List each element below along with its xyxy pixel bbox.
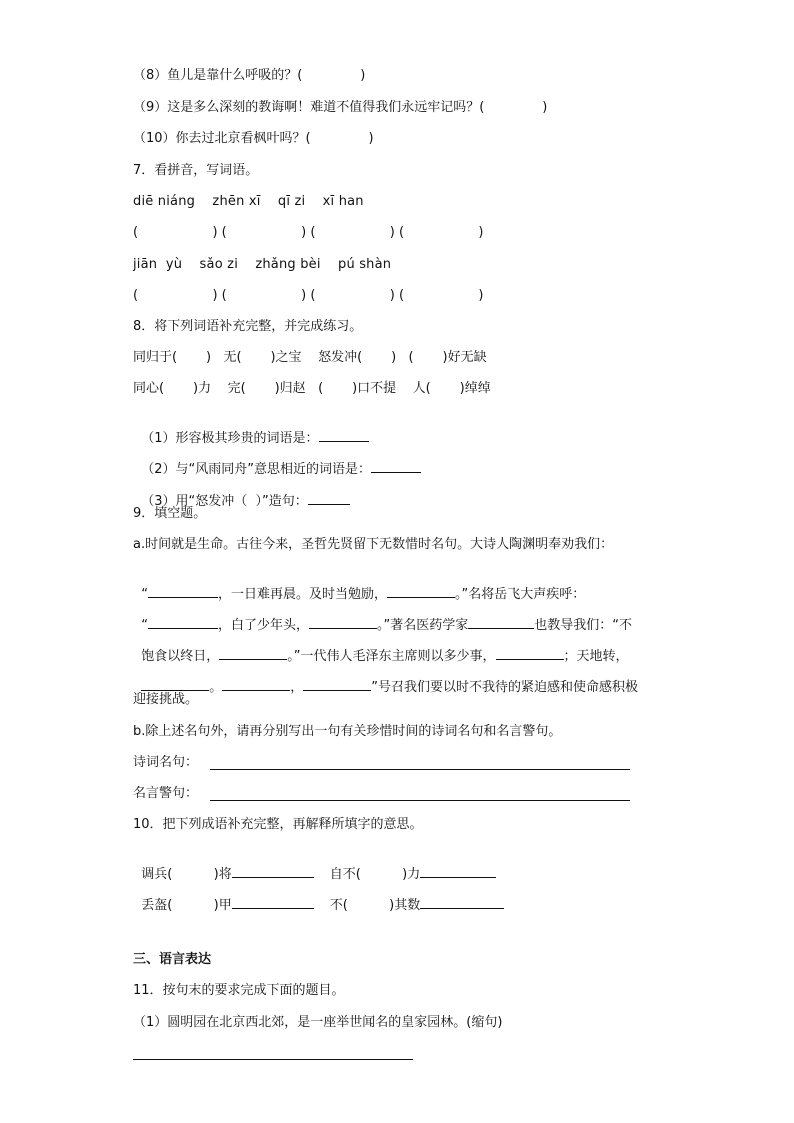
q9-blank[interactable]: [309, 615, 377, 629]
q9-a-line-3-text: 也教导我们：“不: [534, 618, 633, 633]
q11-answer-line[interactable]: [133, 1059, 413, 1060]
q8-sub-question-2: [133, 443, 421, 478]
q10-explain-blank[interactable]: [232, 895, 314, 909]
q9-blank[interactable]: [219, 646, 287, 660]
q9-a-line-2-text: ，一日难再晨。及时当勉励，: [218, 587, 388, 602]
q9-blank[interactable]: [496, 646, 564, 660]
q6-item-8: （8）鱼儿是靠什么呼吸的？( ): [133, 68, 366, 83]
q7-pinyin-row-1: diē niáng zhēn xī qī zi xī han: [133, 194, 364, 209]
q8-sub-2-answer-blank[interactable]: [371, 459, 421, 473]
q8-sub-3-answer-blank[interactable]: [308, 491, 350, 505]
q10-row-2: [133, 879, 504, 914]
q8-sub-question-1: [133, 412, 369, 447]
q10-explain-blank[interactable]: [420, 864, 496, 878]
q9-quote-label: 名言警句：: [133, 786, 199, 801]
q9-a-line-3-text: “: [141, 618, 149, 633]
q9-a-line-2-text: 。”名将岳飞大声疾呼：: [455, 587, 586, 602]
q7-title: 7．看拼音，写词语。: [133, 163, 259, 178]
q10-title: 10．把下列成语补充完整，再解释所填字的意思。: [133, 817, 423, 832]
q10-idiom[interactable]: 丢盔( )甲: [141, 898, 232, 913]
q9-a-line-2: [133, 568, 585, 603]
q9-blank[interactable]: [468, 615, 534, 629]
q6-item-10: （10）你去过北京看枫叶吗？( ): [133, 131, 374, 146]
q9-a-line-5: [133, 661, 638, 696]
q9-blank[interactable]: [387, 584, 455, 598]
q8-sub-question-3: [133, 475, 350, 510]
q9-a-line-4-text: 饱食以终日，: [141, 649, 220, 664]
q7-answer-blanks-1[interactable]: ( ) ( ) ( ) ( ): [133, 225, 484, 240]
q9-a-line-5-text: ”号召我们要以时不我待的紧迫感和使命感积极: [371, 680, 639, 695]
q9-a-line-4-text: ；天地转，: [563, 649, 629, 664]
q6-item-9: （9）这是多么深刻的教诲啊！难道不值得我们永远牢记吗？( ): [133, 100, 548, 115]
q9-blank[interactable]: [148, 584, 218, 598]
q8-sub-3-text: （3）用“怒发冲（ ）”造句：: [141, 494, 308, 509]
q9-a-line-3-text: 。”著名医药学家: [377, 618, 469, 633]
q10-explain-blank[interactable]: [420, 895, 504, 909]
q9-title: 9．填空题。: [133, 506, 207, 521]
q9-a-line-2-text: “: [141, 587, 149, 602]
q9-blank[interactable]: [303, 677, 371, 691]
q9-blank[interactable]: [148, 615, 218, 629]
q7-pinyin-row-2: jiān yù sǎo zi zhǎng bèi pú shàn: [133, 257, 392, 272]
q11-item-1: （1）圆明园在北京西北郊，是一座举世闻名的皇家园林。(缩句): [133, 1015, 503, 1030]
q9-a-line-5-text: 。: [209, 680, 223, 695]
q8-idiom-row-2[interactable]: 同心( )力 完( )归赵 ( )口不提 人( )绰绰: [133, 381, 491, 396]
q10-idiom[interactable]: 调兵( )将: [141, 867, 232, 882]
q8-title: 8．将下列词语补充完整，并完成练习。: [133, 319, 363, 334]
q9-quote-answer-line[interactable]: [210, 800, 630, 801]
q9-a-line-3-text: ，白了少年头，: [218, 618, 310, 633]
q9-poem-answer-line[interactable]: [210, 769, 630, 770]
q11-title: 11．按句末的要求完成下面的题目。: [133, 983, 345, 998]
section-3-heading: 三、语言表达: [133, 952, 212, 967]
q9-poem-label: 诗词名句：: [133, 755, 199, 770]
q8-sub-2-text: （2）与“风雨同舟”意思相近的词语是：: [141, 462, 372, 477]
q9-blank[interactable]: [141, 677, 209, 691]
q9-b-line: b.除上述名句外，请再分别写出一句有关珍惜时间的诗词名句和名言警句。: [133, 724, 562, 739]
q9-a-line-4: [133, 630, 629, 665]
q10-row-1: [133, 848, 496, 883]
q8-idiom-row-1[interactable]: 同归于( ) 无( )之宝 怒发冲( ) ( )好无缺: [133, 350, 487, 365]
q8-sub-1-text: （1）形容极其珍贵的词语是：: [141, 431, 319, 446]
q9-a-line-5-text: ，: [290, 680, 304, 695]
q10-idiom[interactable]: 不( )其数: [329, 898, 421, 913]
q9-a-line-1: a.时间就是生命。古往今来，圣哲先贤留下无数惜时名句。大诗人陶渊明奉劝我们：: [133, 537, 614, 552]
q9-a-line-3: [133, 599, 632, 634]
q7-answer-blanks-2[interactable]: ( ) ( ) ( ) ( ): [133, 288, 484, 303]
q9-a-line-6: 迎接挑战。: [133, 692, 199, 707]
q10-idiom[interactable]: 自不( )力: [329, 867, 421, 882]
q10-explain-blank[interactable]: [232, 864, 314, 878]
q9-a-line-4-text: 。”一代伟人毛泽东主席则以多少事，: [287, 649, 496, 664]
q8-sub-1-answer-blank[interactable]: [319, 428, 369, 442]
q9-blank[interactable]: [222, 677, 290, 691]
